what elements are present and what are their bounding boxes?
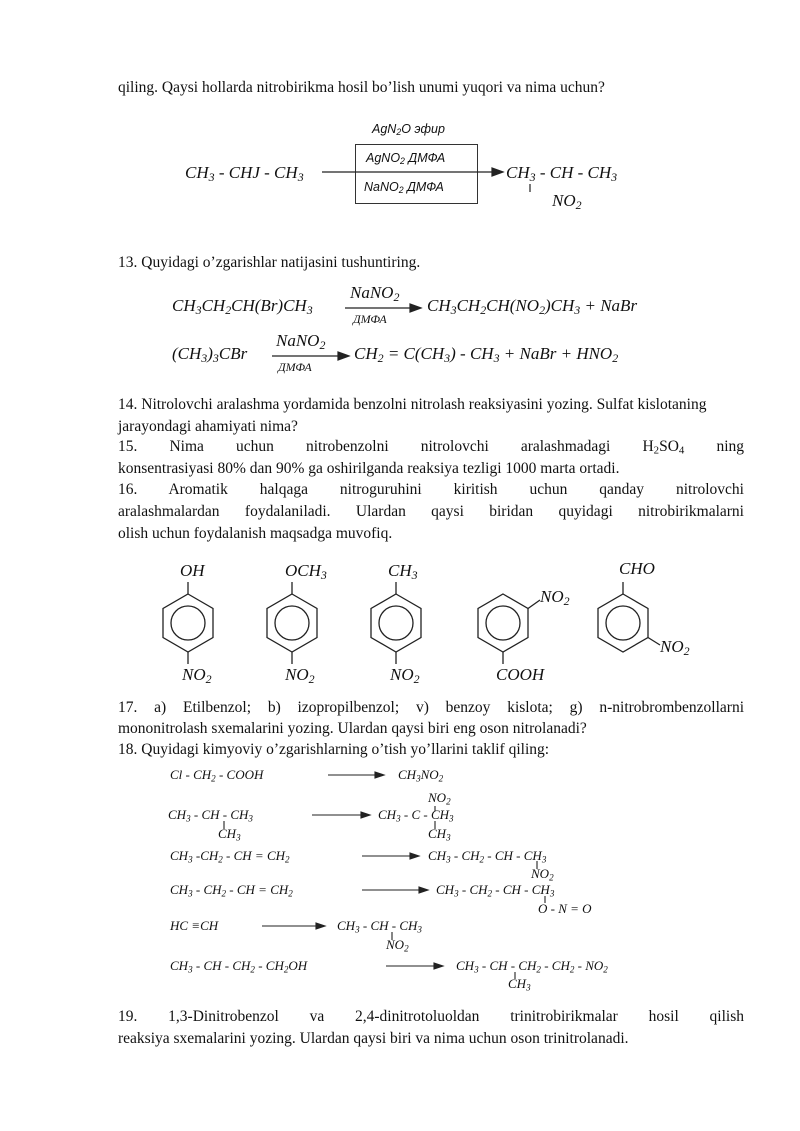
ring-5-side: $NO_2$ (660, 637, 690, 658)
r13a-reagent: NaNO$_2$ (350, 283, 400, 304)
scheme-3-right-sub: $NO_2$ (531, 866, 554, 883)
scheme-5-left: HC ≡CH (170, 918, 219, 933)
scheme-2-right: $CH_3$ - C - $CH_3$ (378, 807, 454, 824)
r13a-solvent: ДМФА (353, 312, 387, 326)
ring-1-top: OH (180, 561, 205, 580)
question-19-line-2: reaksiya sxemalarini yozing. Ulardan qaysi biri va nima uchun oson trinitrolanadi. (118, 1030, 629, 1047)
ring-5-top: CHO (619, 559, 655, 578)
intro-line: qiling. Qaysi hollarda nitrobirikma hosil bo’lish unumi yuqori va nima uchun? (118, 79, 605, 96)
scheme-2-right-sub: $CH_3$ (428, 826, 451, 843)
r13b-products: $CH_2 = C(CH_3) - CH_3$ + NaBr + $HNO_2$ (354, 344, 619, 365)
question-19-line-1: 19. 1,3-Dinitrobenzol va 2,4-dinitrotoluoldan trinitrobirikmalar hosil qilish (118, 1008, 744, 1025)
scheme-1-right: $CH_3NO_2$ (398, 767, 444, 784)
ring-1-bottom: $NO_2$ (182, 665, 212, 686)
question-14: 14. Nitrolovchi aralashma yordamida benzolni nitrolash reaksiyasini yozing. Sulfat kislotaning jarayondagi ahamiyati nima? (118, 396, 707, 435)
question-16-line-1: 16. Aromatik halqaga nitroguruhini kiritish uchun qanday nitrolovchi (118, 481, 744, 498)
scheme-5-right-sub: $NO_2$ (386, 937, 409, 954)
scheme-4-right-sub: O - N = O (538, 901, 592, 916)
scheme-2-right-top: $NO_2$ (428, 790, 451, 807)
r12-condition-3: NaNO$_2$ ДМФА (364, 180, 444, 196)
scheme-3-right: $CH_3 - CH_2$ - CH - $CH_3$ (428, 848, 547, 865)
benzene-ring-1 (163, 582, 213, 664)
r13b-reagent: NaNO$_2$ (276, 331, 326, 352)
scheme-5-right: $CH_3$ - CH - $CH_3$ (337, 918, 422, 935)
scheme-6-right-sub: $CH_3$ (508, 976, 531, 993)
ring-2-bottom: $NO_2$ (285, 665, 315, 686)
scheme-6-right: $CH_3$ - CH - $CH_2 - CH_2 - NO_2$ (456, 958, 608, 975)
scheme-2-left: $CH_3$ - CH - $CH_3$ (168, 807, 253, 824)
question-16-line-2: aralashmalardan foydalaniladi. Ulardan qaysi biridan quyidagi nitrobirikmalarni (118, 503, 744, 520)
scheme-1-left: Cl - $CH_2$ - COOH (170, 767, 264, 784)
ring-2-top: $OCH_3$ (285, 561, 327, 582)
r13b-solvent: ДМФА (278, 360, 312, 374)
question-13: 13. Quyidagi o’zgarishlar natijasini tushuntiring. (118, 254, 421, 271)
ring-3-top: $CH_3$ (388, 561, 418, 582)
r12-product: $CH_3$ - CH - $CH_3$ (506, 163, 618, 184)
ring-3-bottom: $NO_2$ (390, 665, 420, 686)
scheme-4-right: $CH_3 - CH_2$ - CH - $CH_3$ (436, 882, 555, 899)
r12-product-substituent: $NO_2$ (552, 191, 582, 212)
question-18: 18. Quyidagi kimyoviy o’zgarishlarning o’tish yo’llarini taklif qiling: (118, 741, 550, 758)
r12-condition-1: AgN$_2$O эфир (372, 122, 445, 138)
question-15-line-1: 15. Nima uchun nitrobenzolni nitrolovchi aralashmadagi $H_2SO_4$ ning (118, 438, 745, 457)
ring-4-bottom: COOH (496, 665, 545, 684)
r13b-reactant: $(CH_3)_3CBr$ (172, 344, 248, 365)
r12-condition-2: AgNO$_2$ ДМФА (366, 151, 446, 167)
question-16-line-3: olish uchun foydalanish maqsadga muvofiq. (118, 525, 393, 542)
scheme-2-left-sub: $CH_3$ (218, 826, 241, 843)
ring-4-side: $NO_2$ (540, 587, 570, 608)
r12-reactant: $CH_3$ - CHJ - $CH_3$ (185, 163, 304, 184)
benzene-ring-4 (478, 594, 540, 664)
benzene-ring-2 (267, 582, 317, 664)
r13a-reactant: $CH_3CH_2CH(Br)CH_3$ (172, 296, 313, 317)
question-17-line-2: mononitrolash sxemalarini yozing. Ulardan qaysi biri eng oson nitrolanadi? (118, 720, 587, 737)
question-17-line-1: 17. a) Etilbenzol; b) izopropilbenzol; v) benzoy kislota; g) n-nitrobrombenzollarni (118, 699, 744, 716)
scheme-6-left: $CH_3$ - CH - $CH_2 - CH_2OH$ (170, 958, 308, 975)
scheme-4-left: $CH_3 - CH_2$ - CH = $CH_2$ (170, 882, 293, 899)
r13a-products: $CH_3CH_2CH(NO_2)CH_3$ + NaBr (427, 296, 638, 317)
benzene-ring-5 (598, 582, 660, 652)
scheme-3-left: $CH_3$ $-CH_2$ - CH = $CH_2$ (170, 848, 290, 865)
question-15-line-2: konsentrasiyasi 80% dan 90% ga oshirilganda reaksiya tezligi 1000 marta ortadi. (118, 460, 620, 477)
benzene-ring-3 (371, 582, 421, 664)
